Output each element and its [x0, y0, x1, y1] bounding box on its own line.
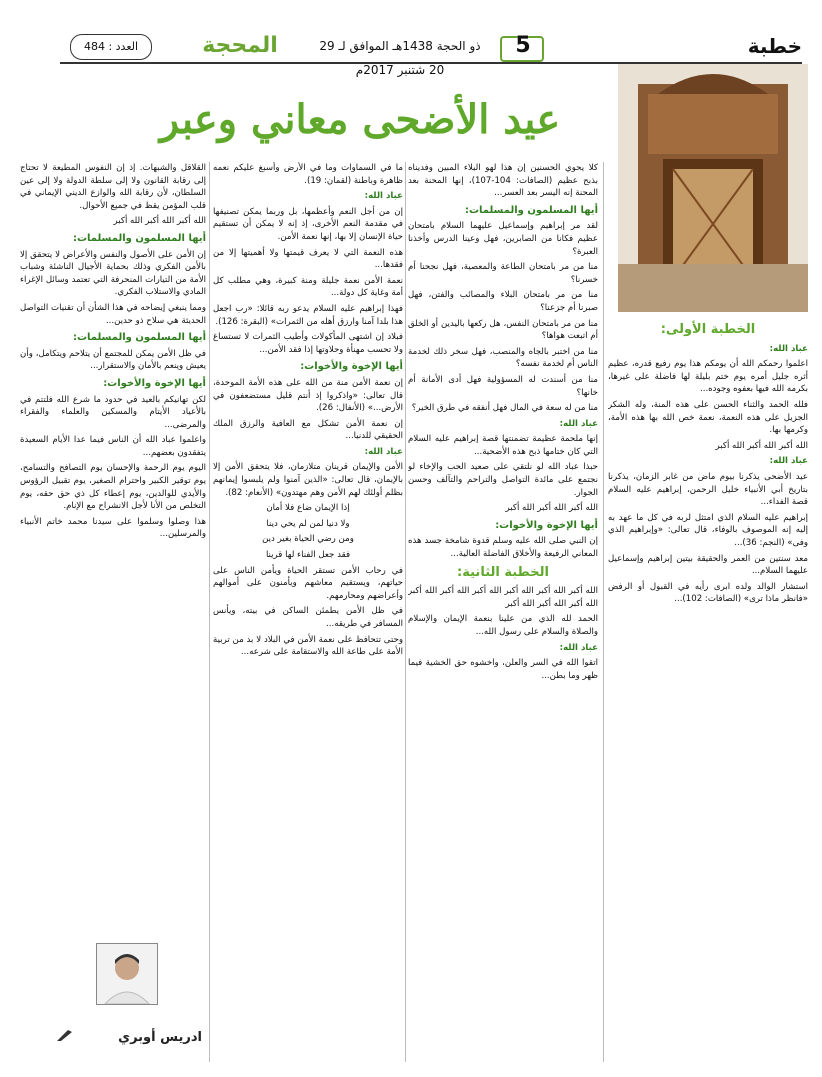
minbar-illustration — [618, 64, 808, 312]
paragraph: فبلاد إن اشتهى المأكولات وأطيب الثمرات لا تستساغ ولا تحسب مهنأة وحلاوتها إذا فقد الأمن... — [213, 332, 403, 355]
paragraph: منا من اختبر بالجاه والمنصب، فهل سخر ذلك لخدمة الناس أم لخدمة نفسه؟ — [408, 346, 598, 370]
paragraph: اعلموا رحمكم الله أن يومكم هذا يوم رفيع قدره، عظيم أثره جليل أمره يوم ختم بليلة لها فاضلة على غيرها، بكرمه الله فيها بعفوه وجوده... — [608, 359, 808, 395]
paragraph: لكن تهانيكم بالعيد في حدود ما شرع الله فلتتم في بالأعياد الأيتام والمسكين والعلماء والفقراء والمرضى... — [20, 394, 206, 430]
pen-icon — [56, 1028, 74, 1042]
subheading: أيها الإخوة والأخوات: — [103, 377, 206, 389]
subheading: أيها الإخوة والأخوات: — [495, 519, 598, 531]
article-column-3 — [213, 162, 403, 1062]
author-photo — [96, 943, 158, 1005]
article-column-2 — [408, 162, 598, 1062]
page-number: 5 — [515, 33, 531, 58]
paragraph: الأمن والإيمان قرينان متلازمان، فلا يتحقق الأمن إلا بالإيمان، قال تعالى: «الذين آمنوا ولم يلبسوا إيمانهم بظلم أولئك لهم الأمن وهم مهتدون» (الأنعام: 82). — [213, 462, 403, 498]
page-header — [60, 32, 802, 77]
subheading: أيها المسلمون والمسلمات: — [72, 332, 206, 344]
article-column-4 — [20, 162, 206, 692]
paragraph: منا من مر بامتحان البلاء والمصائب والفتن، فهل صبرنا أم جزعنا؟ — [408, 290, 598, 313]
column-divider — [209, 162, 210, 1062]
poem-line: فقد جعل الفناء لها قرينا — [265, 550, 351, 561]
column-divider — [405, 162, 406, 1062]
paragraph: في ظل الأمن يطمئن الساكن في بيته، ويأنس المسافر في طريقه... — [213, 606, 403, 629]
article-title: عيد الأضحى معاني وعبر — [159, 96, 561, 143]
subheading: عباد الله: — [769, 343, 808, 354]
subheading: أيها المسلمون والمسلمات: — [72, 232, 206, 244]
khutba2-heading: الخطبة الثانية: — [457, 564, 549, 580]
paragraph: منا من مر بامتحان النفس، هل ركعها باليدين أو الخلق أم اتبعت هواها؟ — [408, 318, 598, 342]
paragraph: حبذا عباد الله لو نلتقي على صعيد الحب والإخاء لو نجتمع على مائدة التواصل والتراحم والتآلف وحسن الجوار. — [408, 462, 598, 498]
issue-date: 29 ذو الحجة 1438هـ الموافق لـ 20 شتنبر 2017م — [319, 39, 481, 77]
subheading: أيها المسلمون والمسلمات: — [464, 204, 598, 216]
paragraph: منا من مر بامتحان الطاعة والمعصية، فهل نجحنا أم خسرنا؟ — [408, 262, 598, 285]
paragraph: عيد الأضحى يذكرنا بيوم ماض من غابر الزمان، يذكرنا بتاريخ أبي الأنبياء خليل الرحمن، إبراهيم عليه السلام قصة الفداء... — [608, 471, 808, 508]
subheading: عباد الله: — [559, 418, 598, 429]
paragraph: الله أكبر الله أكبر الله أكبر الله أكبر الله أكبر الله أكبر الله أكبر الله أكبر الله أكبر — [408, 586, 598, 609]
issue-number: العدد : 484 — [70, 34, 152, 60]
paragraph: اتقوا الله في السر والعلن، واخشوه حق الخشية فيما ظهر وما بطن... — [408, 658, 598, 681]
paragraph: فلله الحمد والثناء الحسن على هذه المنة، وله الشكر الجزيل على هذه النعمة، نعمة خص الله بها هذه الأمة، وكرمها بها. — [608, 399, 808, 436]
subheading: عباد الله: — [769, 456, 808, 467]
paragraph: الله أكبر الله أكبر الله أكبر — [715, 440, 808, 451]
paragraph: في ظل الأمن يمكن للمجتمع أن يتلاحم ويتكامل، وأن يعيش وينعم بالأمان والاستقرار... — [20, 348, 206, 372]
paragraph: ومما ينبغي إيضاحه في هذا الشأن أن تقنيات التواصل الحديثة هي سلاح ذو حدين... — [20, 302, 206, 326]
paragraph: الله أكبر الله أكبر الله أكبر — [505, 503, 598, 514]
paragraph: إن الأمن على الأصول والنفس والأعراض لا يتحقق إلا بالأمن الفكري وذلك بحماية الأجيال الناشئة وشباب الأمة من التيارات المنحرفة التي تعتمد وسائل الإغراء المادي والاستلاب الفكري. — [20, 249, 206, 298]
paragraph: إنها ملحمة عظيمة تضمنتها قصة إبراهيم عليه السلام التي كان ختامها ذبح هذه الأضحية... — [408, 434, 598, 457]
paragraph: هذا وصلوا وسلموا على سيدنا محمد خاتم الأنبياء والمرسلين... — [20, 516, 206, 540]
paragraph: اليوم يوم الرحمة والإحسان يوم التصافح والتسامح، يوم توقير الكبير واحترام الصغير، يوم تقبيل الرؤوس والأيدي للوالدين، يوم إعطاء كل ذي حق حقه، يوم التخلص من الأنا لأجل الانشراح مع الإنام. — [20, 463, 206, 512]
article-column-1 — [608, 318, 808, 1063]
paragraph: وحتى تتحافظ على نعمة الأمن في البلاد لا بد من تربية الأمة على طاعة الله والاستقامة على شرعه... — [213, 634, 403, 658]
paragraph: القلاقل والشبهات. إذ إن النفوس المطيعة لا تحتاج إلى رقابة القانون ولا إلى سلطة الدولة ولا إلى عين السلطان، لأن رقابة الله والوازع الديني الإيماني في قلب المؤمن يقظ في جميع الأحوال. — [20, 163, 206, 211]
paragraph: لقد مر إبراهيم وإسماعيل عليهما السلام بامتحان عظيم فكانا من الصابرين، فهل وعينا الدرس وأخذنا العبرة؟ — [408, 221, 598, 257]
poem-line: ولا دنيا لمن لم يحي دينا — [266, 518, 350, 529]
subheading: عباد الله: — [364, 446, 403, 457]
paragraph: كلا يحوي الحسنين إن هذا لهو البلاء المبين وفديناه بذبح عظيم (الصافات: 104-107)، إنها المحنة بعد المحنة إنه اليسر بعد العسر... — [408, 163, 598, 199]
paragraph: الله أكبر الله أكبر الله أكبر — [113, 216, 206, 227]
paragraph: في رحاب الأمن تستقر الحياة ويأمن الناس على حياتهم، ويستقيم معاشهم ويأمنون على أموالهم وأعراضهم ومحارمهم. — [213, 565, 403, 601]
newspaper-brand: المحجة — [202, 33, 278, 58]
paragraph: إبراهيم عليه السلام الذي امتثل لربه في كل ما عهد به إليه إنه الموصوف بالوفاء، قال تعالى: «وإبراهيم الذي وفى» (النجم: 36)... — [608, 512, 808, 548]
paragraph: معد سنتين من العمر والحقيقة بيتين إبراهيم وإسماعيل عليهما السلام... — [608, 553, 808, 577]
paragraph: إن نعمة الأمن تشكل مع العافية والرزق الملك الحقيقي للدنيا... — [213, 418, 403, 442]
column-divider — [603, 162, 604, 1062]
poem-line: ومن رضي الحياة بغير دين — [262, 534, 354, 545]
paragraph: استشار الوالد ولده ابرى رأيه في القبول أو الرفض «فانظر ماذا ترى» (الصافات: 102)... — [608, 581, 808, 605]
subheading: عباد الله: — [559, 642, 598, 653]
paragraph: إن من أجل النعم وأعظمها، بل وربما يمكن تصنيفها في مقدمة النعم الأخرى، إذ إنه لا يمكن أن تستقيم حياة الإنسان إلا بها، إنها نعمة الأمن. — [213, 206, 403, 242]
paragraph: منا من له سعة في المال فهل أنفقه في طرق الخير؟ — [411, 403, 598, 414]
paragraph: فهذا إبراهيم عليه السلام يدعو ربه قائلا: «رب اجعل هذا بلدا آمنا وارزق أهله من الثمرات» (البقرة: 126). — [213, 303, 403, 327]
poem-line: إذا الإيمان ضاع فلا أمان — [266, 503, 350, 514]
subheading: أيها الإخوة والأخوات: — [300, 361, 403, 373]
paragraph: نعمة الأمن نعمة جليلة ومنة كبيرة، وهي مطلب كل أمة وغاية كل دولة... — [213, 275, 403, 299]
khutba1-heading: الخطبة الأولى: — [660, 322, 756, 337]
section-title: خطبة — [747, 34, 802, 58]
paragraph: منا من أسندت له المسؤولية فهل أدى الأمانة أم خانها؟ — [408, 374, 598, 398]
subheading: عباد الله: — [364, 191, 403, 202]
author-name: ادريس أوبري — [118, 1030, 202, 1045]
paragraph: واعلموا عباد الله أن الناس فيما عدا الأيام السعيدة يتفقدون بعضهم... — [20, 435, 206, 458]
paragraph: إن نعمة الأمن منة من الله على هذه الأمة الموحدة، قال تعالى: «واذكروا إذ أنتم قليل مستضعفون في الأرض...» (الأنفال: 26). — [213, 377, 403, 414]
paragraph: إن النبي صلى الله عليه وسلم قدوة شامخة جسد هذه المعاني الرفيعة والأخلاق الفاضلة العالية... — [408, 536, 598, 560]
paragraph: هذه النعمة التي لا يعرف قيمتها ولا أهميتها إلا من فقدها... — [213, 247, 403, 271]
paragraph: الحمد لله الذي من علينا بنعمة الإيمان والإسلام والصلاة والسلام على رسول الله... — [408, 614, 598, 637]
paragraph: ما في السماوات وما في الأرض وأسبغ عليكم نعمه ظاهرة وباطنة (لقمان: 19). — [213, 163, 403, 186]
